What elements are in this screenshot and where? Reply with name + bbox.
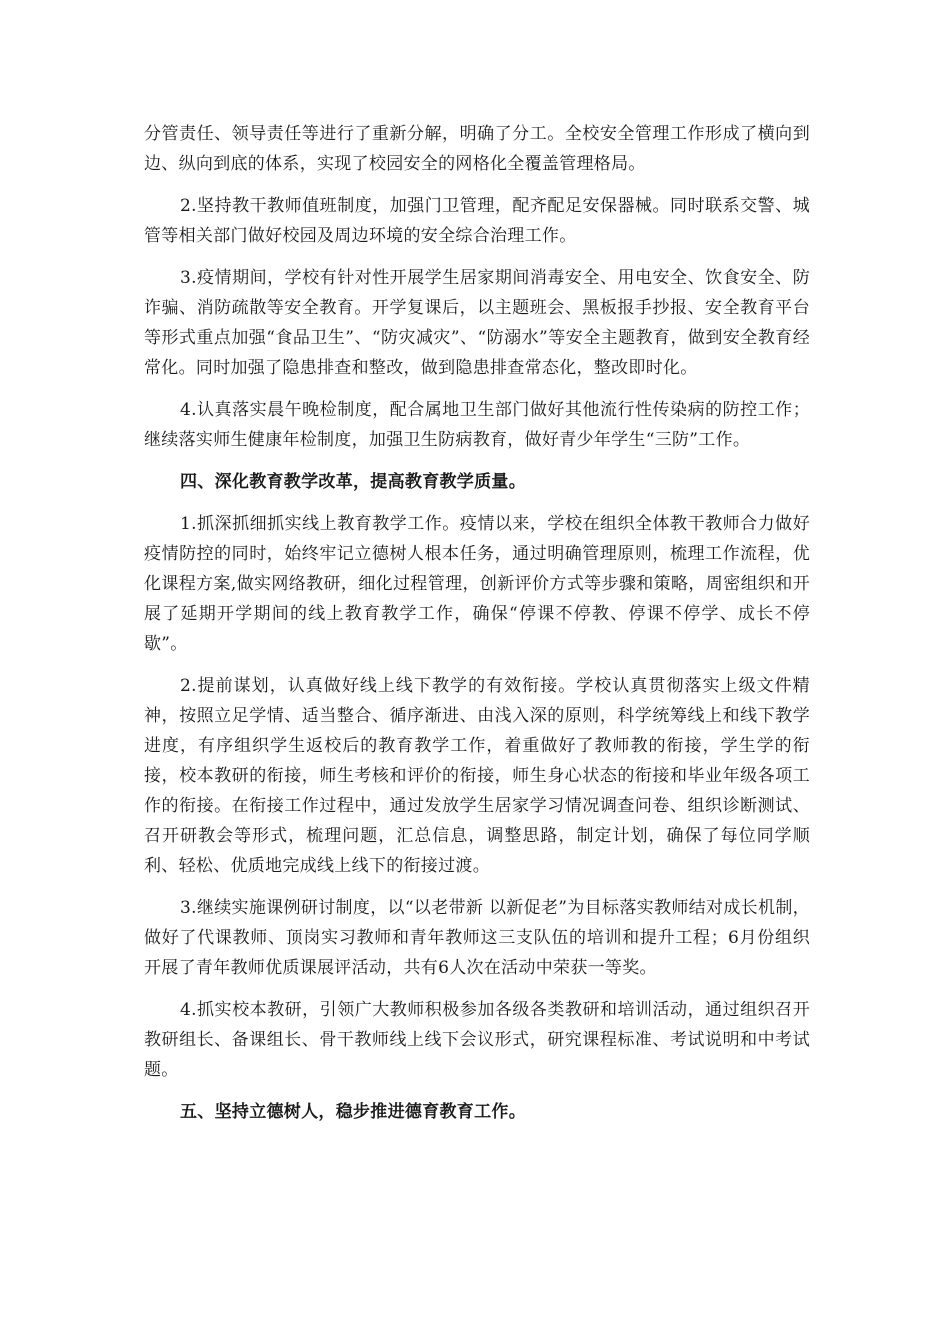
paragraph-health-check: 4.认真落实晨午晚检制度，配合属地卫生部门做好其他流行性传染病的防控工作；继续落实师生健康年检制度，加强卫生防病教育，做好青少年学生“三防”工作。: [144, 400, 810, 450]
paragraph-school-research: 4.抓实校本教研，引领广大教师积极参加各级各类教研和培训活动，通过组织召开教研组长、备课组长、骨干教师线上线下会议形式，研究课程标准、考试说明和中考试题。: [144, 1000, 810, 1080]
paragraph-online-teaching: 1.抓深抓细抓实线上教育教学工作。疫情以来，学校在组织全体教干教师合力做好疫情防控的同时，始终牢记立德树人根本任务，通过明确管理原则，梳理工作流程，优化课程方案,做实网络教研，细化过程管理，创新评价方式等步骤和策略，周密组织和开展了延期开学期间的线上教育教学工作，确保“停课不停教、停课不停学、成长不停歇”。: [144, 514, 810, 654]
paragraph-online-offline-transition: 2.提前谋划，认真做好线上线下教学的有效衔接。学校认真贯彻落实上级文件精神，按照立足学情、适当整合、循序渐进、由浅入深的原则，科学统筹线上和线下教学进度，有序组织学生返校后的教育教学工作，着重做好了教师教的衔接，学生学的衔接，校本教研的衔接，师生考核和评价的衔接，师生身心状态的衔接和毕业年级各项工作的衔接。在衔接工作过程中，通过发放学生居家学习情况调查问卷、组织诊断测试、召开研教会等形式，梳理问题，汇总信息，调整思路，制定计划，确保了每位同学顺利、轻松、优质地完成线上线下的衔接过渡。: [144, 676, 810, 876]
paragraph-security-duty: 2.坚持教干教师值班制度，加强门卫管理，配齐配足安保器械。同时联系交警、城管等相关部门做好校园及周边环境的安全综合治理工作。: [144, 196, 810, 246]
paragraph-epidemic-safety: 3.疫情期间，学校有针对性开展学生居家期间消毒安全、用电安全、饮食安全、防诈骗、消防疏散等安全教育。开学复课后，以主题班会、黑板报手抄报、安全教育平台等形式重点加强“食品卫生”、“防灾减灾”、“防溺水”等安全主题教育，做到安全教育经常化。同时加强了隐患排查和整改，做到隐患排查常态化，整改即时化。: [144, 268, 810, 378]
section-heading-moral-education: 五、坚持立德树人，稳步推进德育教育工作。: [180, 1102, 526, 1122]
section-heading-teaching-reform: 四、深化教育教学改革，提高教育教学质量。: [180, 472, 526, 492]
paragraph-mentoring: 3.继续实施课例研讨制度，以“以老带新 以新促老”为目标落实教师结对成长机制，做好了代课教师、顶岗实习教师和青年教师这三支队伍的培训和提升工程；6月份组织开展了青年教师优质课展评活动，共有6人次在活动中荣获一等奖。: [144, 898, 810, 978]
document-page: [144, 119, 810, 1139]
paragraph-continuation: 分管责任、领导责任等进行了重新分解，明确了分工。全校安全管理工作形成了横向到边、纵向到底的体系，实现了校园安全的网格化全覆盖管理格局。: [144, 124, 810, 174]
